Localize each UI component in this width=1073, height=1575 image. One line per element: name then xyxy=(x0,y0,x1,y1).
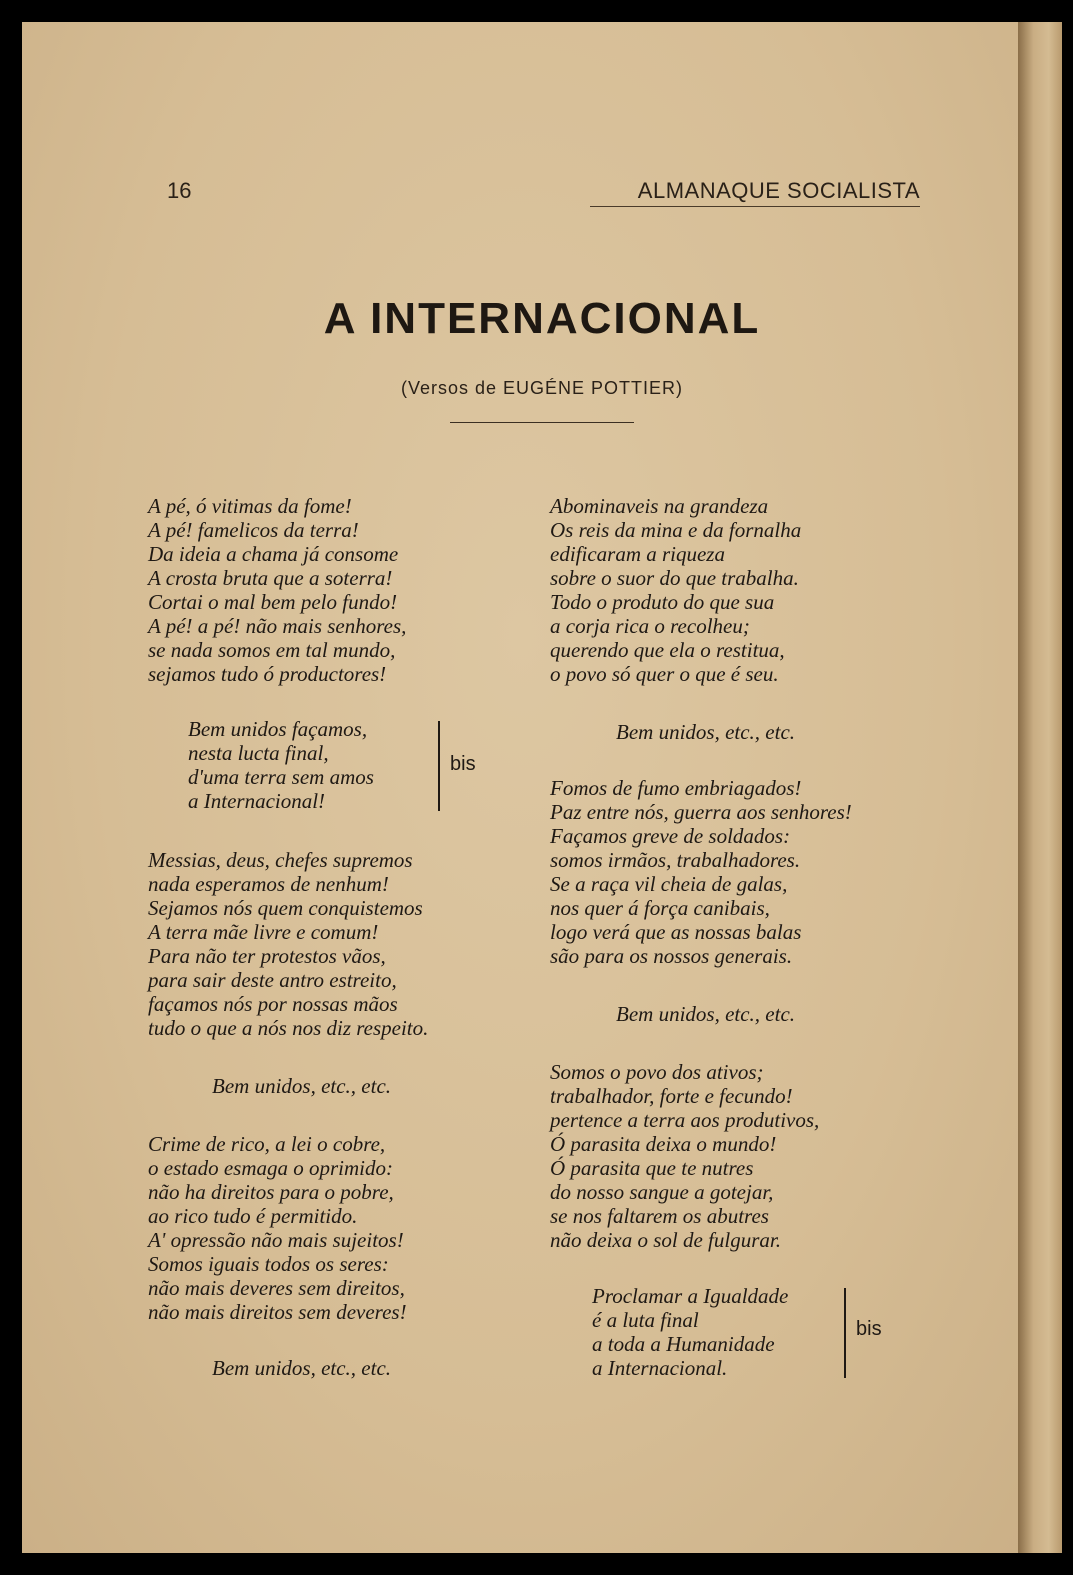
verse-line: Fomos de fumo embriagados! xyxy=(550,776,802,800)
verse-line: Somos o povo dos ativos; xyxy=(550,1060,764,1084)
verse-line: Cortai o mal bem pelo fundo! xyxy=(148,590,398,614)
bis-label: bis xyxy=(856,1318,882,1340)
verse-line: d'uma terra sem amos xyxy=(188,765,374,789)
running-head: ALMANAQUE SOCIALISTA xyxy=(590,178,920,207)
verse-line: do nosso sangue a gotejar, xyxy=(550,1180,774,1204)
verse-line: Façamos greve de soldados: xyxy=(550,824,791,848)
verse-line: ao rico tudo é permitido. xyxy=(148,1204,358,1228)
verse-line: façamos nós por nossas mãos xyxy=(148,992,398,1016)
verse-line: A pé, ó vitimas da fome! xyxy=(148,494,352,518)
verse-line: Todo o produto do que sua xyxy=(550,590,775,614)
verse-line: não mais direitos sem deveres! xyxy=(148,1300,407,1324)
verse-line: trabalhador, forte e fecundo! xyxy=(550,1084,793,1108)
verse-line: Ó parasita deixa o mundo! xyxy=(550,1132,777,1156)
verse-line: querendo que ela o restitua, xyxy=(550,638,785,662)
verse-line: A crosta bruta que a soterra! xyxy=(148,566,393,590)
verse-line: Da ideia a chama já consome xyxy=(148,542,399,566)
title-divider xyxy=(450,422,634,423)
book-page xyxy=(22,22,1022,1553)
left-refrain-1: Bem unidos, etc., etc. xyxy=(212,1074,392,1098)
right-refrain-2: Bem unidos, etc., etc. xyxy=(616,1002,796,1026)
verse-line: somos irmãos, trabalhadores. xyxy=(550,848,801,872)
right-stanza-1 xyxy=(550,494,801,686)
bis-brace xyxy=(438,721,446,811)
verse-line: Abominaveis na grandeza xyxy=(550,494,769,518)
left-refrain-2: Bem unidos, etc., etc. xyxy=(212,1356,392,1380)
verse-line: A pé! a pé! não mais senhores, xyxy=(148,614,407,638)
left-chorus-lines xyxy=(188,717,374,813)
verse-line: a Internacional. xyxy=(592,1356,728,1380)
verse-line: Para não ter protestos vãos, xyxy=(148,944,386,968)
left-stanza-3 xyxy=(148,1132,407,1324)
verse-line: A terra mãe livre e comum! xyxy=(148,920,379,944)
verse-line: se nos faltarem os abutres xyxy=(550,1204,769,1228)
verse-line: nesta lucta final, xyxy=(188,741,329,765)
page-edge xyxy=(1018,22,1062,1553)
verse-line: edificaram a riqueza xyxy=(550,542,725,566)
verse-line: tudo o que a nós nos diz respeito. xyxy=(148,1016,429,1040)
page-header xyxy=(22,178,1022,218)
verse-line: A' opressão não mais sujeitos! xyxy=(148,1228,404,1252)
verse-line: Crime de rico, a lei o cobre, xyxy=(148,1132,386,1156)
verse-line: logo verá que as nossas balas xyxy=(550,920,802,944)
verse-line: Somos iguais todos os seres: xyxy=(148,1252,389,1276)
verse-line: são para os nossos generais. xyxy=(550,944,793,968)
right-final-chorus-lines xyxy=(592,1284,788,1380)
verse-line: nos quer á força canibais, xyxy=(550,896,770,920)
verse-line: é a luta final xyxy=(592,1308,699,1332)
verse-line: nada esperamos de nenhum! xyxy=(148,872,389,896)
verse-line: Se a raça vil cheia de galas, xyxy=(550,872,788,896)
page-number: 16 xyxy=(167,178,192,203)
verse-line: o estado esmaga o oprimido: xyxy=(148,1156,393,1180)
verse-line: Paz entre nós, guerra aos senhores! xyxy=(550,800,852,824)
verse-line: Bem unidos façamos, xyxy=(188,717,368,741)
verse-line: A pé! famelicos da terra! xyxy=(148,518,359,542)
verse-line: Sejamos nós quem conquistemos xyxy=(148,896,423,920)
verse-line: não deixa o sol de fulgurar. xyxy=(550,1228,781,1252)
verse-line: a Internacional! xyxy=(188,789,326,813)
right-stanza-2 xyxy=(550,776,852,968)
verse-line: a corja rica o recolheu; xyxy=(550,614,750,638)
verse-line: sejamos tudo ó productores! xyxy=(148,662,387,686)
bis-label: bis xyxy=(450,753,476,775)
left-stanza-2 xyxy=(148,848,428,1040)
verse-line: Proclamar a Igualdade xyxy=(592,1284,789,1308)
verse-line: Messias, deus, chefes supremos xyxy=(148,848,413,872)
verse-line: Os reis da mina e da fornalha xyxy=(550,518,802,542)
verse-line: se nada somos em tal mundo, xyxy=(148,638,396,662)
verse-line: sobre o suor do que trabalha. xyxy=(550,566,799,590)
poem-title: A INTERNACIONAL xyxy=(323,294,761,343)
verse-line: a toda a Humanidade xyxy=(592,1332,775,1356)
right-stanza-3 xyxy=(550,1060,819,1252)
verse-line: o povo só quer o que é seu. xyxy=(550,662,779,686)
verse-line: Ó parasita que te nutres xyxy=(550,1156,754,1180)
verse-line: não ha direitos para o pobre, xyxy=(148,1180,394,1204)
verse-line: para sair deste antro estreito, xyxy=(148,968,397,992)
left-stanza-1 xyxy=(148,494,406,686)
verse-line: não mais deveres sem direitos, xyxy=(148,1276,405,1300)
poem-subtitle: (Versos de EUGÉNE POTTIER) xyxy=(400,378,684,398)
verse-line: pertence a terra aos produtivos, xyxy=(550,1108,820,1132)
right-refrain-1: Bem unidos, etc., etc. xyxy=(616,720,796,744)
bis-brace xyxy=(844,1288,852,1378)
